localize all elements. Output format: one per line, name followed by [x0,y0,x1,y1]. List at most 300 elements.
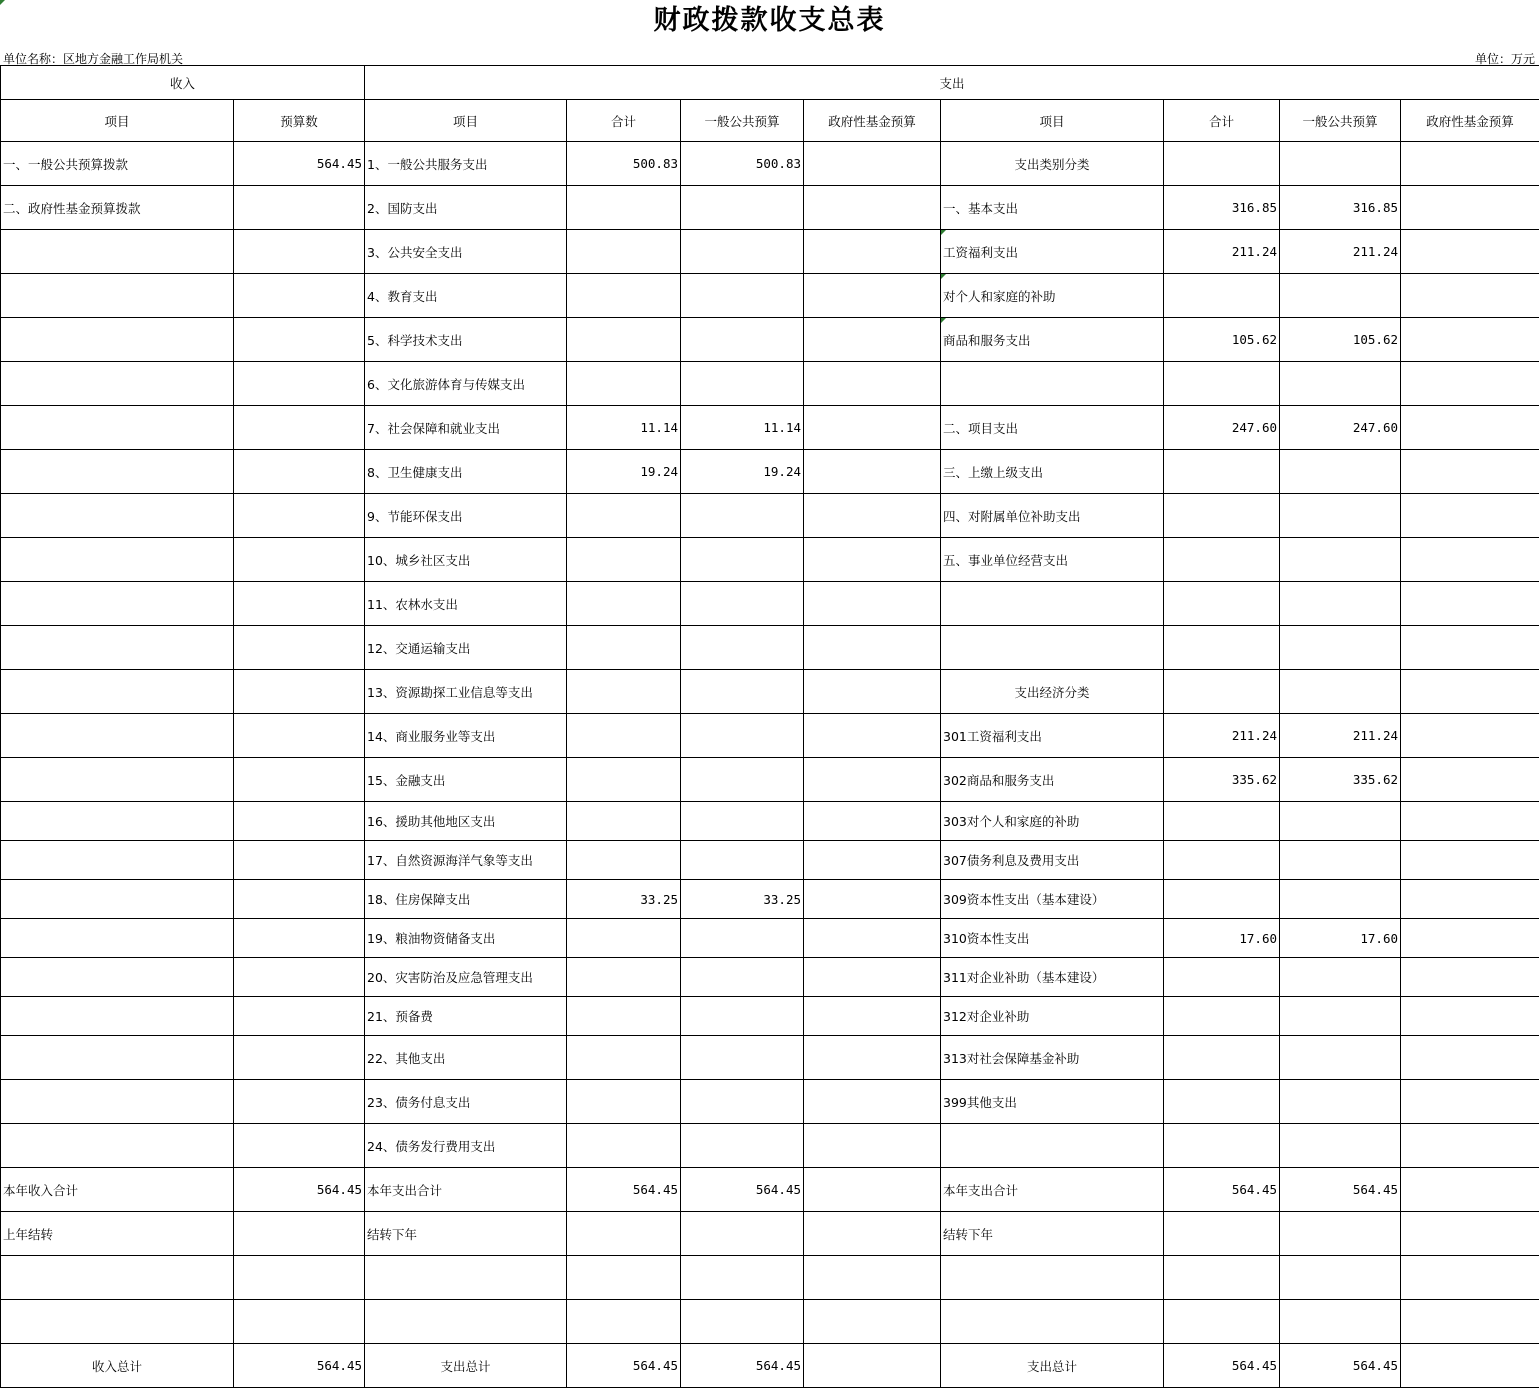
econ-general-cell [1280,802,1401,841]
func-total-cell [567,318,681,362]
income-item-cell [1,406,234,450]
econ-item-cell: 301工资福利支出 [941,714,1164,758]
func-item-cell: 16、援助其他地区支出 [365,802,567,841]
econ-fund-cell [1401,406,1539,450]
func-total-cell [567,919,681,958]
income-budget-cell [234,318,365,362]
func-total-cell: 500.83 [567,142,681,186]
func-fund-cell [804,714,941,758]
func-item-cell: 5、科学技术支出 [365,318,567,362]
func-fund-cell [804,1300,941,1344]
income-item-cell [1,670,234,714]
func-total-cell: 564.45 [567,1168,681,1212]
table-row [1,880,1539,919]
table-row [1,362,1539,406]
econ-general-cell: 335.62 [1280,758,1401,802]
func-general-cell [681,1212,804,1256]
func-item-cell: 4、教育支出 [365,274,567,318]
func-general-cell: 33.25 [681,880,804,919]
func-item-cell: 7、社会保障和就业支出 [365,406,567,450]
econ-total-cell [1164,880,1280,919]
econ-item-cell: 对个人和家庭的补助 [941,274,1164,318]
income-item-cell: 一、一般公共预算拨款 [1,142,234,186]
col-header-income-item: 项目 [1,100,234,142]
table-row [1,450,1539,494]
func-general-cell [681,318,804,362]
func-fund-cell [804,450,941,494]
table-row [1,802,1539,841]
table-row [1,714,1539,758]
econ-item-cell: 309资本性支出（基本建设） [941,880,1164,919]
func-item-cell: 18、住房保障支出 [365,880,567,919]
econ-general-cell [1280,1124,1401,1168]
func-general-cell: 564.45 [681,1168,804,1212]
func-fund-cell [804,142,941,186]
income-budget-cell [234,1212,365,1256]
income-budget-cell [234,1300,365,1344]
func-item-cell: 支出总计 [365,1344,567,1388]
func-total-cell: 11.14 [567,406,681,450]
econ-fund-cell [1401,362,1539,406]
income-item-cell [1,919,234,958]
func-general-cell [681,997,804,1036]
func-general-cell [681,626,804,670]
income-item-cell: 本年收入合计 [1,1168,234,1212]
header-row-columns [1,100,1539,142]
func-fund-cell [804,670,941,714]
col-header-func-fund: 政府性基金预算 [804,100,941,142]
func-item-cell: 15、金融支出 [365,758,567,802]
func-general-cell [681,758,804,802]
income-item-cell [1,450,234,494]
table-row [1,1212,1539,1256]
income-budget-cell [234,582,365,626]
income-item-cell [1,758,234,802]
func-fund-cell [804,841,941,880]
func-general-cell: 11.14 [681,406,804,450]
func-general-cell [681,1256,804,1300]
table-row [1,758,1539,802]
econ-total-cell: 211.24 [1164,230,1280,274]
econ-fund-cell [1401,1080,1539,1124]
econ-total-cell [1164,1080,1280,1124]
econ-fund-cell [1401,230,1539,274]
func-total-cell [567,1256,681,1300]
income-budget-cell [234,538,365,582]
table-row [1,841,1539,880]
income-item-cell [1,362,234,406]
econ-item-cell [941,362,1164,406]
econ-fund-cell [1401,274,1539,318]
econ-total-cell [1164,626,1280,670]
econ-general-cell [1280,880,1401,919]
table-row [1,582,1539,626]
income-item-cell [1,1256,234,1300]
econ-total-cell [1164,274,1280,318]
econ-total-cell: 17.60 [1164,919,1280,958]
econ-item-cell [941,1256,1164,1300]
func-fund-cell [804,758,941,802]
econ-item-cell: 五、事业单位经营支出 [941,538,1164,582]
func-item-cell: 6、文化旅游体育与传媒支出 [365,362,567,406]
func-item-cell: 9、节能环保支出 [365,494,567,538]
func-item-cell: 10、城乡社区支出 [365,538,567,582]
econ-total-cell [1164,841,1280,880]
econ-fund-cell [1401,626,1539,670]
income-item-cell [1,230,234,274]
table-row [1,318,1539,362]
econ-total-cell [1164,1212,1280,1256]
func-total-cell [567,802,681,841]
econ-total-cell [1164,1256,1280,1300]
func-fund-cell [804,230,941,274]
econ-total-cell: 105.62 [1164,318,1280,362]
func-total-cell [567,362,681,406]
econ-general-cell [1280,582,1401,626]
econ-general-cell [1280,958,1401,997]
econ-total-cell: 211.24 [1164,714,1280,758]
func-item-cell [365,1300,567,1344]
func-general-cell [681,538,804,582]
econ-fund-cell [1401,919,1539,958]
func-fund-cell [804,919,941,958]
econ-total-cell [1164,802,1280,841]
econ-general-cell: 211.24 [1280,714,1401,758]
income-budget-cell [234,880,365,919]
income-item-cell [1,1080,234,1124]
econ-item-cell: 312对企业补助 [941,997,1164,1036]
func-fund-cell [804,1080,941,1124]
econ-fund-cell [1401,1124,1539,1168]
income-item-cell [1,802,234,841]
func-fund-cell [804,1036,941,1080]
income-item-cell [1,1124,234,1168]
func-total-cell [567,1080,681,1124]
func-general-cell [681,230,804,274]
func-general-cell: 19.24 [681,450,804,494]
econ-general-cell: 316.85 [1280,186,1401,230]
econ-item-cell: 三、上缴上级支出 [941,450,1164,494]
income-item-cell [1,880,234,919]
func-item-cell: 22、其他支出 [365,1036,567,1080]
func-total-cell: 33.25 [567,880,681,919]
income-budget-cell [234,802,365,841]
econ-total-cell: 564.45 [1164,1168,1280,1212]
col-header-econ-item: 项目 [941,100,1164,142]
econ-item-cell [941,1124,1164,1168]
econ-item-cell: 313对社会保障基金补助 [941,1036,1164,1080]
table-row [1,230,1539,274]
table-row [1,406,1539,450]
econ-item-cell: 本年支出合计 [941,1168,1164,1212]
income-budget-cell [234,919,365,958]
econ-item-cell [941,1300,1164,1344]
econ-total-cell [1164,142,1280,186]
econ-fund-cell [1401,714,1539,758]
func-general-cell [681,670,804,714]
econ-fund-cell [1401,142,1539,186]
income-budget-cell [234,450,365,494]
table-row [1,538,1539,582]
econ-item-cell: 310资本性支出 [941,919,1164,958]
income-budget-cell [234,494,365,538]
table-row [1,274,1539,318]
table-row [1,1344,1539,1388]
income-budget-cell [234,758,365,802]
econ-fund-cell [1401,841,1539,880]
econ-fund-cell [1401,802,1539,841]
econ-fund-cell [1401,494,1539,538]
func-item-cell: 19、粮油物资储备支出 [365,919,567,958]
econ-general-cell: 17.60 [1280,919,1401,958]
econ-fund-cell [1401,880,1539,919]
income-item-cell [1,841,234,880]
econ-fund-cell [1401,958,1539,997]
func-total-cell [567,186,681,230]
econ-fund-cell [1401,318,1539,362]
econ-general-cell [1280,1256,1401,1300]
unit-name: 单位名称：区地方金融工作局机关 [3,52,184,66]
income-item-cell [1,494,234,538]
func-fund-cell [804,582,941,626]
income-header: 收入 [1,66,365,100]
econ-item-cell: 商品和服务支出 [941,318,1164,362]
econ-item-cell: 311对企业补助（基本建设） [941,958,1164,997]
func-item-cell: 14、商业服务业等支出 [365,714,567,758]
func-item-cell: 8、卫生健康支出 [365,450,567,494]
income-budget-cell [234,1256,365,1300]
func-fund-cell [804,538,941,582]
income-budget-cell [234,841,365,880]
func-general-cell [681,714,804,758]
income-budget-cell [234,186,365,230]
income-item-cell: 上年结转 [1,1212,234,1256]
func-item-cell: 24、债务发行费用支出 [365,1124,567,1168]
econ-general-cell [1280,362,1401,406]
income-budget-cell [234,1036,365,1080]
func-general-cell [681,1124,804,1168]
func-total-cell [567,274,681,318]
func-general-cell [681,802,804,841]
income-budget-cell [234,274,365,318]
func-general-cell [681,1300,804,1344]
func-total-cell [567,494,681,538]
econ-item-cell [941,582,1164,626]
table-row [1,997,1539,1036]
income-budget-cell: 564.45 [234,1168,365,1212]
econ-general-cell [1280,670,1401,714]
func-general-cell [681,582,804,626]
econ-total-cell: 564.45 [1164,1344,1280,1388]
econ-general-cell: 247.60 [1280,406,1401,450]
econ-total-cell [1164,538,1280,582]
func-total-cell: 19.24 [567,450,681,494]
income-item-cell [1,538,234,582]
income-budget-cell [234,1080,365,1124]
unit-label: 单位：万元 [1474,52,1535,66]
income-budget-cell [234,626,365,670]
func-total-cell [567,230,681,274]
col-header-budget: 预算数 [234,100,365,142]
econ-fund-cell [1401,1256,1539,1300]
func-fund-cell [804,1212,941,1256]
econ-fund-cell [1401,538,1539,582]
table-row [1,1300,1539,1344]
econ-fund-cell [1401,670,1539,714]
econ-general-cell [1280,1036,1401,1080]
income-budget-cell: 564.45 [234,142,365,186]
income-budget-cell [234,958,365,997]
income-budget-cell [234,406,365,450]
func-total-cell [567,1036,681,1080]
func-item-cell: 11、农林水支出 [365,582,567,626]
income-budget-cell [234,714,365,758]
func-total-cell: 564.45 [567,1344,681,1388]
func-fund-cell [804,406,941,450]
econ-total-cell [1164,958,1280,997]
page-title: 财政拨款收支总表 [653,5,886,36]
appropriation-table [0,65,1539,1388]
income-budget-cell [234,362,365,406]
econ-total-cell [1164,1124,1280,1168]
econ-total-cell: 247.60 [1164,406,1280,450]
econ-general-cell: 564.45 [1280,1168,1401,1212]
func-general-cell [681,362,804,406]
econ-general-cell [1280,626,1401,670]
income-budget-cell: 564.45 [234,1344,365,1388]
econ-general-cell [1280,494,1401,538]
col-header-func-general: 一般公共预算 [681,100,804,142]
econ-fund-cell [1401,1344,1539,1388]
func-fund-cell [804,362,941,406]
econ-general-cell [1280,997,1401,1036]
func-total-cell [567,714,681,758]
econ-item-cell: 支出类别分类 [941,142,1164,186]
func-item-cell [365,1256,567,1300]
func-general-cell [681,841,804,880]
func-total-cell [567,582,681,626]
econ-general-cell [1280,538,1401,582]
econ-item-cell: 四、对附属单位补助支出 [941,494,1164,538]
income-item-cell [1,626,234,670]
func-total-cell [567,670,681,714]
func-fund-cell [804,1168,941,1212]
econ-item-cell [941,626,1164,670]
econ-general-cell: 564.45 [1280,1344,1401,1388]
econ-fund-cell [1401,1036,1539,1080]
econ-general-cell: 105.62 [1280,318,1401,362]
func-item-cell: 1、一般公共服务支出 [365,142,567,186]
func-fund-cell [804,318,941,362]
header-row-group [1,66,1539,100]
func-item-cell: 12、交通运输支出 [365,626,567,670]
econ-fund-cell [1401,1168,1539,1212]
econ-general-cell [1280,1300,1401,1344]
func-item-cell: 13、资源勘探工业信息等支出 [365,670,567,714]
econ-item-cell: 一、基本支出 [941,186,1164,230]
income-item-cell [1,274,234,318]
func-general-cell: 564.45 [681,1344,804,1388]
func-fund-cell [804,802,941,841]
econ-item-cell: 307债务利息及费用支出 [941,841,1164,880]
table-row [1,1080,1539,1124]
econ-total-cell [1164,1036,1280,1080]
econ-fund-cell [1401,997,1539,1036]
func-fund-cell [804,880,941,919]
col-header-func-item: 项目 [365,100,567,142]
econ-total-cell [1164,670,1280,714]
income-budget-cell [234,230,365,274]
income-budget-cell [234,670,365,714]
func-general-cell [681,1080,804,1124]
table-row [1,958,1539,997]
econ-general-cell [1280,1080,1401,1124]
func-item-cell: 21、预备费 [365,997,567,1036]
income-item-cell: 二、政府性基金预算拨款 [1,186,234,230]
func-fund-cell [804,494,941,538]
expense-header: 支出 [365,66,1539,100]
income-item-cell [1,958,234,997]
econ-item-cell: 支出经济分类 [941,670,1164,714]
income-item-cell [1,1036,234,1080]
econ-total-cell [1164,582,1280,626]
func-fund-cell [804,1124,941,1168]
table-row [1,670,1539,714]
func-item-cell: 本年支出合计 [365,1168,567,1212]
econ-item-cell: 303对个人和家庭的补助 [941,802,1164,841]
econ-item-cell: 399其他支出 [941,1080,1164,1124]
func-total-cell [567,997,681,1036]
table-row [1,1036,1539,1080]
econ-total-cell [1164,997,1280,1036]
econ-item-cell: 工资福利支出 [941,230,1164,274]
func-total-cell [567,626,681,670]
table-row [1,142,1539,186]
econ-fund-cell [1401,1212,1539,1256]
func-item-cell: 结转下年 [365,1212,567,1256]
econ-general-cell [1280,450,1401,494]
func-general-cell [681,494,804,538]
econ-total-cell: 335.62 [1164,758,1280,802]
func-fund-cell [804,958,941,997]
income-item-cell [1,1300,234,1344]
econ-total-cell [1164,362,1280,406]
income-budget-cell [234,1124,365,1168]
func-item-cell: 2、国防支出 [365,186,567,230]
func-item-cell: 3、公共安全支出 [365,230,567,274]
col-header-econ-general: 一般公共预算 [1280,100,1401,142]
col-header-econ-fund: 政府性基金预算 [1401,100,1539,142]
econ-total-cell: 316.85 [1164,186,1280,230]
econ-item-cell: 结转下年 [941,1212,1164,1256]
econ-fund-cell [1401,1300,1539,1344]
econ-item-cell: 302商品和服务支出 [941,758,1164,802]
econ-general-cell [1280,1212,1401,1256]
income-item-cell [1,582,234,626]
func-total-cell [567,758,681,802]
econ-item-cell: 支出总计 [941,1344,1164,1388]
col-header-func-total: 合计 [567,100,681,142]
func-general-cell [681,186,804,230]
func-general-cell: 500.83 [681,142,804,186]
func-total-cell [567,1300,681,1344]
table-row [1,626,1539,670]
econ-general-cell [1280,841,1401,880]
econ-general-cell [1280,274,1401,318]
table-row [1,494,1539,538]
func-item-cell: 23、债务付息支出 [365,1080,567,1124]
table-row [1,1256,1539,1300]
